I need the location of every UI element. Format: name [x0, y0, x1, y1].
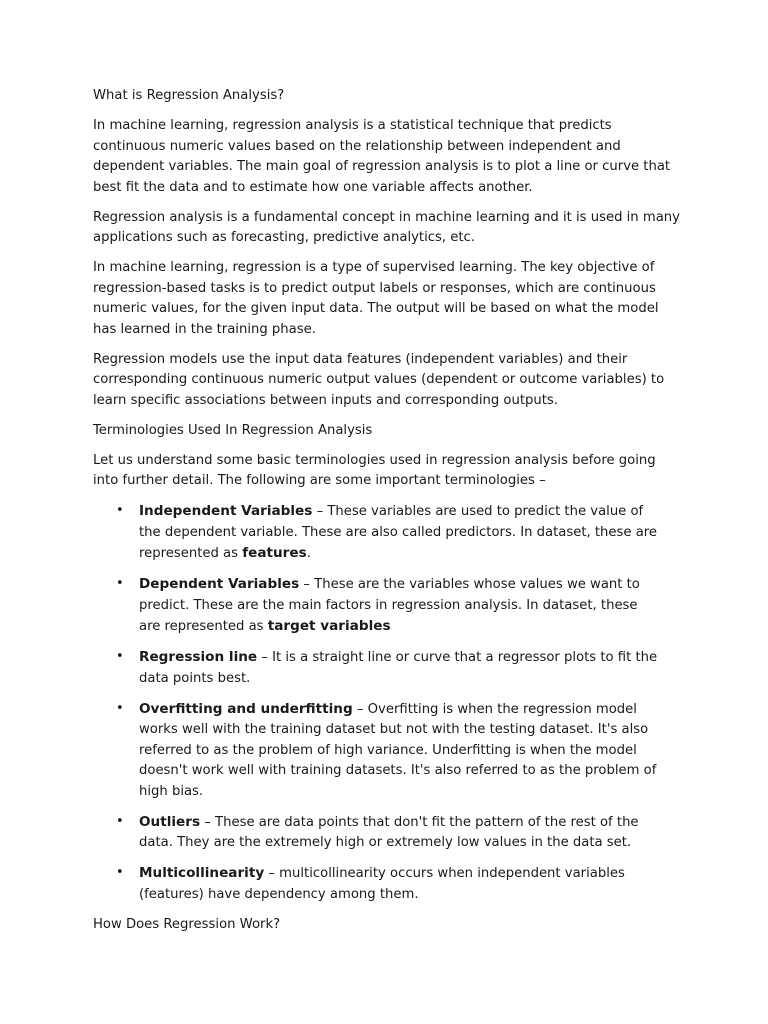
term-label: Dependent Variables	[139, 576, 300, 592]
document-page	[93, 86, 683, 945]
term-description: – multicollinearity occurs when independent variables (features) have dependency among them.	[139, 866, 625, 902]
term-label: Independent Variables	[139, 503, 313, 519]
bullet-icon: •	[116, 700, 124, 716]
list-item	[116, 699, 683, 803]
term-description: – Overfitting is when the regression model works well with the training dataset but not with the testing dataset. It's also referred to as the problem of high variance. Underfitting is when the model doesn't work well with training datasets. It's also referred to as the problem of high bias.	[139, 701, 657, 799]
term-description: – It is a straight line or curve that a regressor plots to fit the data points best.	[139, 650, 658, 686]
list-item	[116, 574, 683, 638]
list-item	[116, 647, 683, 689]
paragraph-terminologies-intro: Let us understand some basic terminologies used in regression analysis before going into further detail. The following are some important terminologies –	[93, 452, 656, 488]
term-tail: .	[306, 546, 311, 561]
list-item	[116, 863, 683, 905]
term-label: Outliers	[139, 813, 201, 830]
bullet-icon: •	[116, 503, 124, 518]
heading-how-regression-works: How Does Regression Work?	[93, 916, 281, 932]
list-item	[116, 812, 683, 854]
bullet-icon: •	[116, 865, 124, 880]
paragraph-regression-models: Regression models use the input data features (independent variables) and their corresponding continuous numeric output values (dependent or outcome variables) to learn specific associations between inputs and corresponding outputs.	[93, 351, 665, 408]
paragraph-fundamental-concept: Regression analysis is a fundamental concept in machine learning and it is used in many applications such as forecasting, predictive analytics, etc.	[93, 209, 680, 245]
bullet-icon: •	[116, 813, 124, 829]
terminology-list	[93, 501, 683, 905]
heading-what-is-regression: What is Regression Analysis?	[93, 88, 285, 103]
term-description: – These are the variables whose values we want to predict. These are the main factors in regression analysis. In dataset, these are represented as	[139, 577, 640, 634]
paragraph-definition: In machine learning, regression analysis is a statistical technique that predicts continuous numeric values based on the relationship between independent and dependent variables. The main goal of regression analysis is to plot a line or curve that best fit the data and to estimate how one variable affects another.	[93, 118, 671, 195]
term-emphasis: target variables	[267, 618, 391, 634]
heading-terminologies: Terminologies Used In Regression Analysis	[93, 422, 373, 438]
term-description: – These variables are used to predict the value of the dependent variable. These are also called predictors. In dataset, these are represented as	[139, 504, 658, 561]
term-label: Overfitting and underfitting	[139, 700, 353, 717]
term-label: Multicollinearity	[139, 865, 265, 881]
term-label: Regression line	[139, 649, 258, 665]
bullet-icon: •	[116, 649, 124, 664]
paragraph-supervised-learning: In machine learning, regression is a type of supervised learning. The key objective of regression-based tasks is to predict output labels or responses, which are continuous numeric values, for the given input data. The output will be based on what the model has learned in the training phase.	[93, 260, 659, 337]
term-description: – These are data points that don't fit the pattern of the rest of the data. They are the extremely high or extremely low values in the data set.	[139, 814, 639, 850]
term-emphasis: features	[242, 545, 307, 561]
bullet-icon: •	[116, 576, 124, 591]
list-item	[116, 501, 683, 565]
